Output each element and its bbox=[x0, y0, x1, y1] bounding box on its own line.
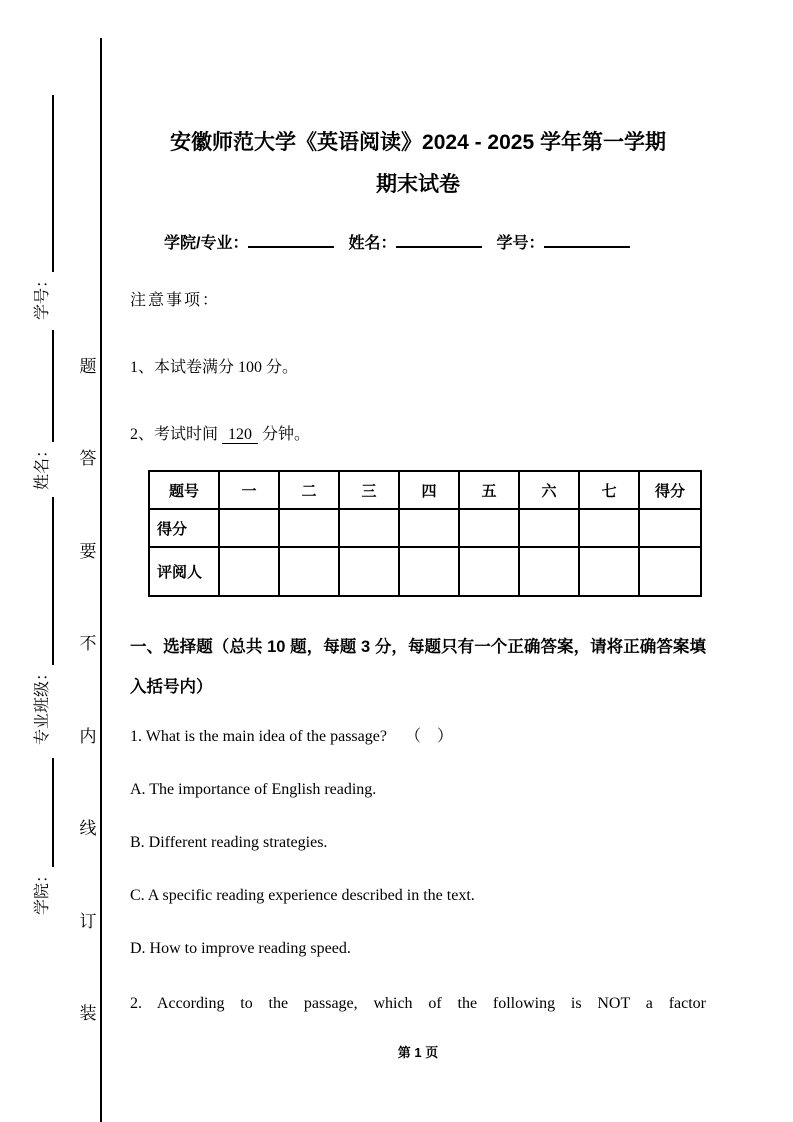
notice-item-2 bbox=[130, 421, 706, 444]
info-blank-student-id bbox=[544, 231, 630, 248]
binding-separator-line bbox=[100, 38, 102, 1122]
info-blank-name bbox=[396, 231, 482, 248]
score-cell bbox=[459, 509, 519, 547]
score-cell bbox=[459, 547, 519, 596]
margin-field-college bbox=[30, 758, 54, 915]
notice-item-2-prefix: 2、考试时间 bbox=[130, 426, 219, 443]
score-cell bbox=[639, 547, 701, 596]
margin-field-blank-line bbox=[52, 758, 54, 867]
binding-char: 要 bbox=[79, 541, 97, 561]
score-cell bbox=[579, 547, 639, 596]
exam-body bbox=[130, 128, 706, 1016]
exam-title-line2: 期末试卷 bbox=[376, 173, 460, 196]
score-cell bbox=[519, 547, 579, 596]
section-1-heading: 一、选择题（总共 10 题，每题 3 分，每题只有一个正确答案，请将正确答案填入括号内） bbox=[130, 638, 706, 696]
score-header-col: 四 bbox=[399, 471, 459, 509]
score-header-col: 一 bbox=[219, 471, 279, 509]
binding-char: 不 bbox=[79, 634, 97, 654]
margin-field-blank-line bbox=[52, 330, 54, 442]
margin-field-class bbox=[30, 497, 54, 745]
score-cell bbox=[219, 509, 279, 547]
binding-char: 内 bbox=[79, 726, 97, 746]
score-cell bbox=[579, 509, 639, 547]
score-cell bbox=[339, 509, 399, 547]
binding-char: 线 bbox=[79, 819, 97, 839]
score-header-col: 二 bbox=[279, 471, 339, 509]
answer-bracket: （ ） bbox=[404, 728, 453, 745]
question-1-text: 1. What is the main idea of the passage? bbox=[130, 728, 387, 745]
question-2-text: 2. According to the passage, which of the following is NOT a factor bbox=[130, 995, 706, 1012]
notice-item-1: 1、本试卷满分 100 分。 bbox=[130, 359, 299, 376]
question-1 bbox=[130, 725, 706, 749]
binding-char: 装 bbox=[79, 1003, 97, 1023]
margin-field-name bbox=[30, 330, 54, 490]
score-row bbox=[149, 509, 701, 547]
question-1-option-d: D. How to improve reading speed. bbox=[130, 940, 351, 957]
margin-field-label: 学院： bbox=[34, 866, 51, 915]
margin-field-blank-line bbox=[52, 95, 54, 272]
score-header-col: 七 bbox=[579, 471, 639, 509]
score-header-total: 得分 bbox=[639, 471, 701, 509]
exam-title-line1: 安徽师范大学《英语阅读》2024 - 2025 学年第一学期 bbox=[170, 131, 666, 154]
margin-field-label: 姓名： bbox=[34, 441, 51, 490]
student-info-bar bbox=[130, 230, 706, 253]
exam-duration-value: 120 bbox=[222, 426, 258, 444]
score-header-col: 五 bbox=[459, 471, 519, 509]
reviewer-row bbox=[149, 547, 701, 596]
binding-char: 题 bbox=[79, 357, 97, 376]
notice-item-2-suffix: 分钟。 bbox=[262, 426, 311, 443]
binding-char: 订 bbox=[79, 911, 97, 931]
question-1-option-a: A. The importance of English reading. bbox=[130, 781, 377, 798]
info-label-name: 姓名： bbox=[348, 235, 397, 252]
margin-field-student-id bbox=[30, 95, 54, 320]
margin-field-label: 专业班级： bbox=[34, 664, 51, 745]
score-header-col: 六 bbox=[519, 471, 579, 509]
score-cell bbox=[399, 547, 459, 596]
margin-field-blank-line bbox=[52, 497, 54, 665]
page-number: 第 1 页 bbox=[397, 1045, 439, 1060]
question-1-option-c: C. A specific reading experience described in the text. bbox=[130, 887, 475, 904]
margin-field-label: 学号： bbox=[34, 271, 51, 320]
score-cell bbox=[519, 509, 579, 547]
score-cell bbox=[279, 547, 339, 596]
score-table bbox=[148, 470, 702, 597]
score-cell bbox=[639, 509, 701, 547]
binding-text-column bbox=[76, 352, 100, 1024]
notice-heading: 注意事项： bbox=[130, 292, 221, 309]
score-header-col: 三 bbox=[339, 471, 399, 509]
score-cell bbox=[279, 509, 339, 547]
info-label-college-major: 学院/专业： bbox=[164, 235, 249, 252]
binding-char: 答 bbox=[79, 449, 97, 469]
info-blank-college-major bbox=[248, 231, 334, 248]
info-label-student-id: 学号： bbox=[496, 235, 545, 252]
score-header-question-number: 题号 bbox=[149, 471, 219, 509]
question-1-option-b: B. Different reading strategies. bbox=[130, 834, 328, 851]
score-row-label: 得分 bbox=[149, 509, 219, 547]
score-cell bbox=[219, 547, 279, 596]
reviewer-row-label: 评阅人 bbox=[149, 547, 219, 596]
score-table-header-row bbox=[149, 471, 701, 509]
score-cell bbox=[399, 509, 459, 547]
score-cell bbox=[339, 547, 399, 596]
